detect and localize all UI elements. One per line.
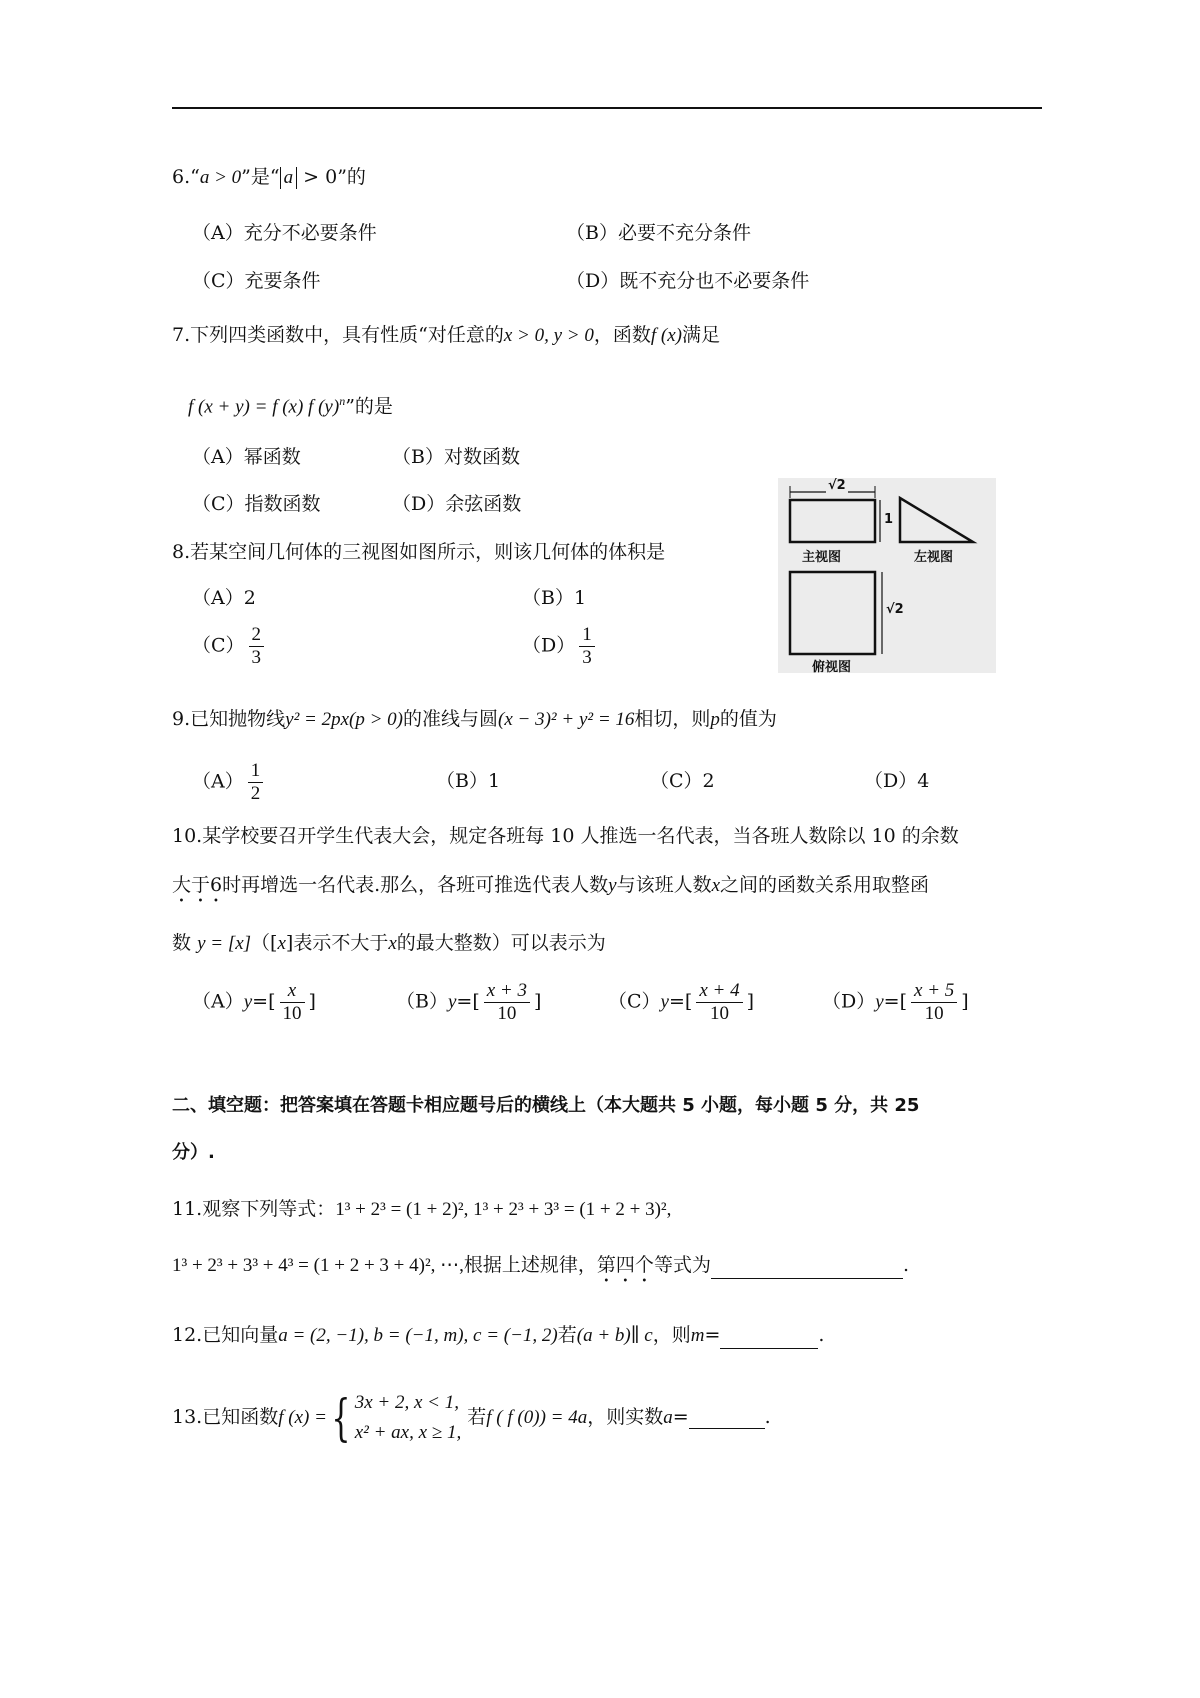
- three-view-drawing: [778, 478, 996, 673]
- q9-option-c: （C）2: [650, 770, 715, 792]
- left-brace: {: [331, 1389, 351, 1447]
- q8-option-d: （D） $\frac{1}{3}$: [522, 624, 599, 669]
- dimension-height-label: 1: [884, 512, 894, 527]
- q12-answer-blank: [720, 1322, 818, 1349]
- fraction: $\frac{2}{3}$: [249, 624, 265, 669]
- q8-option-c: （C） $\frac{2}{3}$: [192, 624, 268, 669]
- q10-stem-line1: 10.某学校要召开学生代表大会，规定各班每 10 人推选一名代表，当各班人数除以 10 的余数: [172, 825, 959, 847]
- q6-option-d: （D）既不充分也不必要条件: [566, 270, 810, 292]
- q6-option-a: （A）充分不必要条件: [192, 222, 377, 244]
- q6-option-b: （B）必要不充分条件: [566, 222, 751, 244]
- q6-stem: 6.“a > 0”是“ a > 0”的: [172, 166, 366, 188]
- q7-stem-line2: f (x + y) = f (x) f $(y)^n$”的是: [188, 394, 393, 418]
- dimension-width-label: √2: [828, 478, 846, 493]
- q12-stem: 12.已知向量a = (2, −1), b = (−1, m), c = (−1, 2)若(a + b)∥ c，则m= .: [172, 1322, 824, 1349]
- q7-option-c: （C）指数函数: [192, 493, 321, 515]
- fraction: $\frac{1}{2}$: [248, 760, 264, 805]
- q10-option-d: （D）y=[ $\frac{x + 5}{10}$ ]: [822, 980, 969, 1024]
- q13-answer-blank: [689, 1406, 765, 1429]
- fraction: $\frac{x + 4}{10}$: [696, 980, 742, 1025]
- left-view-label: 左视图: [914, 550, 954, 565]
- q10-stem-line3: 数 y = [x]（[x]表示不大于x的最大整数）可以表示为: [172, 932, 606, 954]
- q9-option-a: （A） $\frac{1}{2}$: [192, 760, 267, 805]
- q10-stem-line2: 大于6时再增选一名代表.那么，各班可推选代表人数y与该班人数x之间的函数关系用取整函: [172, 874, 930, 896]
- q8-option-b: （B）1: [522, 587, 587, 609]
- q7-option-a: （A）幂函数: [192, 446, 301, 468]
- q6-option-c: （C）充要条件: [192, 270, 321, 292]
- fraction: $\frac{x + 5}{10}$: [911, 980, 957, 1025]
- fraction: $\frac{x + 3}{10}$: [484, 980, 530, 1025]
- fraction: $\frac{1}{3}$: [579, 624, 595, 669]
- q11-answer-blank: [711, 1252, 903, 1279]
- q7-option-b: （B）对数函数: [392, 446, 520, 468]
- q10-option-b: （B）y=[ $\frac{x + 3}{10}$ ]: [396, 980, 542, 1024]
- q13-stem: 13.已知函数f (x) ={ 3x + 2, x < 1, x² + ax, x ≥ 1, 若f ( f (0)) = 4a，则实数a= .: [172, 1389, 771, 1447]
- q7-option-d: （D）余弦函数: [392, 493, 522, 515]
- q11-stem-line2: 1³ + 2³ + 3³ + 4³ = (1 + 2 + 3 + 4)², ⋯,根据上述规律，第四个等式为 .: [172, 1252, 909, 1287]
- section-2-heading-cont: 分）.: [172, 1142, 215, 1163]
- q9-option-d: （D）4: [864, 770, 930, 792]
- q8-option-a: （A）2: [192, 587, 256, 609]
- fraction: $\frac{x}{10}$: [280, 980, 305, 1025]
- top-view-label: 俯视图: [812, 660, 852, 675]
- section-2-heading: 二、填空题：把答案填在答题卡相应题号后的横线上（本大题共 5 小题，每小题 5 分，共 25: [172, 1095, 920, 1116]
- piecewise-cases: 3x + 2, x < 1, x² + ax, x ≥ 1,: [354, 1392, 462, 1443]
- q8-stem: 8.若某空间几何体的三视图如图所示，则该几何体的体积是: [172, 541, 666, 563]
- q9-option-b: （B）1: [436, 770, 501, 792]
- q10-option-a: （A）y=[ $\frac{x}{10}$ ]: [192, 980, 316, 1024]
- q7-stem: 7.下列四类函数中，具有性质“对任意的x > 0, y > 0，函数f (x)满足: [172, 324, 721, 346]
- q10-option-c: （C）y=[ $\frac{x + 4}{10}$ ]: [608, 980, 755, 1024]
- dimension-depth-label: √2: [886, 602, 904, 617]
- q11-stem: 11.观察下列等式：1³ + 2³ = (1 + 2)², 1³ + 2³ + 3³ = (1 + 2 + 3)²,: [172, 1198, 672, 1220]
- q9-stem: 9.已知抛物线y² = 2px(p > 0)的准线与圆(x − 3)² + y² = 16相切，则p的值为: [172, 708, 777, 730]
- header-rule: [172, 107, 1042, 109]
- front-view-label: 主视图: [802, 550, 842, 565]
- three-view-figure: [778, 478, 996, 673]
